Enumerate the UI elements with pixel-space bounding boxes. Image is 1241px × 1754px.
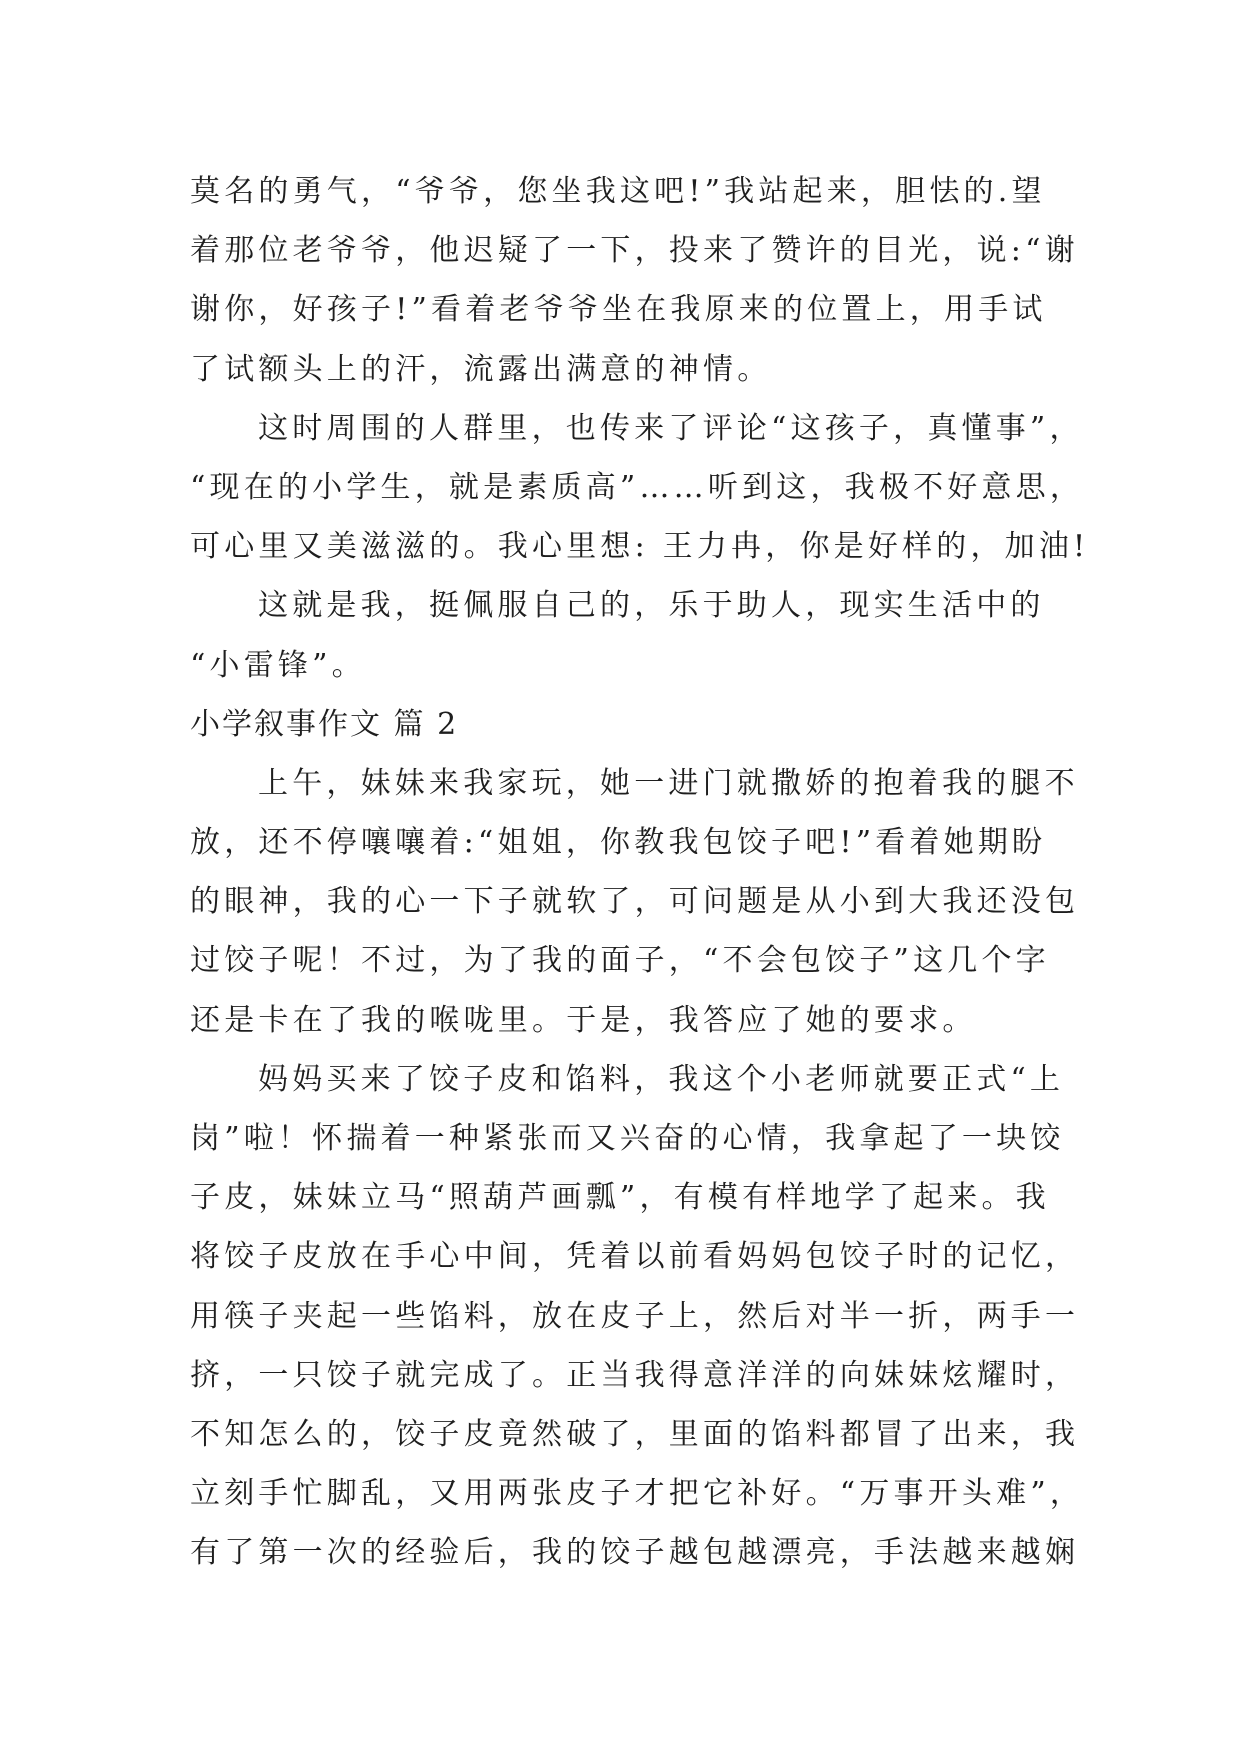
paragraph-start-line: 这时周围的人群里，也传来了评论“这孩子，真懂事”， <box>258 410 1084 446</box>
text-line: 有了第一次的经验后，我的饺子越包越漂亮，手法越来越娴 <box>190 1535 1080 1571</box>
text-line: 放，还不停嚷嚷着:“姐姐，你教我包饺子吧!”看着她期盼 <box>190 825 1047 861</box>
text-line: 用筷子夹起一些馅料，放在皮子上，然后对半一折，两手一 <box>190 1298 1080 1334</box>
text-line: 可心里又美滋滋的。我心里想: 王力冉，你是好样的，加油! <box>190 529 1090 565</box>
text-line: 立刻手忙脚乱，又用两张皮子才把它补好。“万事开头难”， <box>190 1476 1085 1512</box>
text-line: 还是卡在了我的喉咙里。于是，我答应了她的要求。 <box>190 1002 977 1038</box>
text-line: “小雷锋”。 <box>190 647 366 683</box>
text-line: 不知怎么的，饺子皮竟然破了，里面的馅料都冒了出来，我 <box>190 1416 1080 1452</box>
text-line: 将饺子皮放在手心中间，凭着以前看妈妈包饺子时的记忆， <box>190 1239 1080 1275</box>
paragraph-start-line: 上午，妹妹来我家玩，她一进门就撒娇的抱着我的腿不 <box>258 765 1079 801</box>
text-line: 挤，一只饺子就完成了。正当我得意洋洋的向妹妹炫耀时， <box>190 1357 1080 1393</box>
text-line: 谢你，好孩子!”看着老爷爷坐在我原来的位置上，用手试 <box>190 292 1047 328</box>
text-line: 岗”啦！怀揣着一种紧张而又兴奋的心情，我拿起了一块饺 <box>190 1121 1065 1156</box>
text-line: 着那位老爷爷，他迟疑了一下，投来了赞许的目光，说:“谢 <box>190 233 1079 269</box>
paragraph-start-line: 这就是我，挺佩服自己的，乐于助人，现实生活中的 <box>258 588 1045 624</box>
paragraph-start-line: 妈妈买来了饺子皮和馅料，我这个小老师就要正式“上 <box>258 1061 1065 1097</box>
text-line: “现在的小学生，就是素质高”……听到这，我极不好意思， <box>190 469 1085 505</box>
text-line: 莫名的勇气，“爷爷，您坐我这吧!”我站起来，胆怯的.望 <box>190 174 1046 209</box>
section-heading: 小学叙事作文 篇 2 <box>190 706 459 742</box>
text-line: 了试额头上的汗，流露出满意的神情。 <box>190 351 772 387</box>
text-line: 过饺子呢！不过，为了我的面子，“不会包饺子”这几个字 <box>190 943 1050 979</box>
text-line: 子皮，妹妹立马“照葫芦画瓢”，有模有样地学了起来。我 <box>190 1180 1050 1216</box>
document-body <box>190 162 1090 1583</box>
text-line: 的眼神，我的心一下子就软了，可问题是从小到大我还没包 <box>190 884 1080 920</box>
